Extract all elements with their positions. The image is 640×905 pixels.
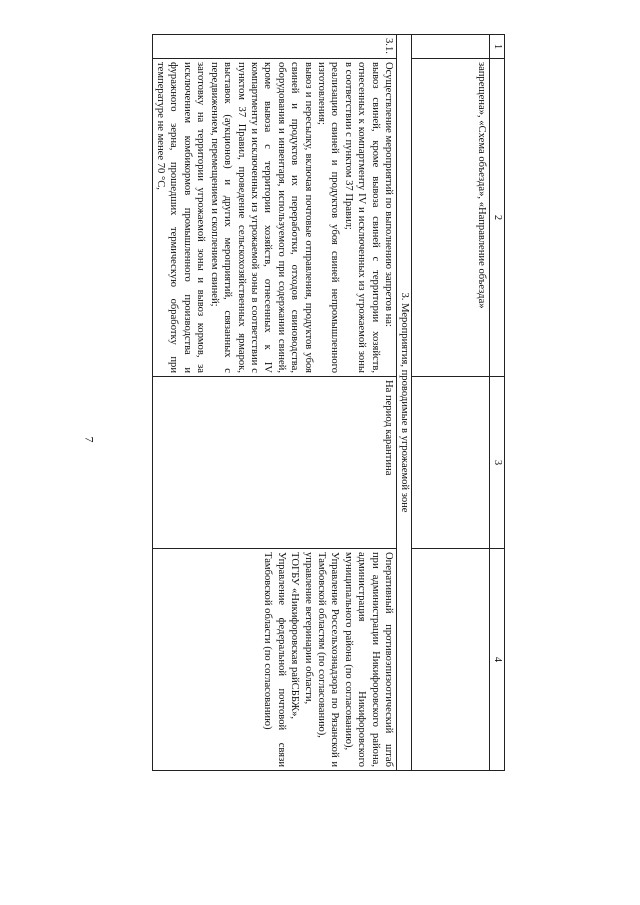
measure-line: Осуществление мероприятий по выполнению запретов на: (383, 62, 394, 327)
measure-line: вывоз свиней, кроме вывоза свиней с территории хозяйств, отнесенных к компартменту IV и исключенных из угрожаемой зоны в соответствии с пунктом 37 Правил; (342, 62, 381, 373)
responsible-text (152, 549, 396, 771)
responsible-line: Управление Россельхознадзора по Рязанской и Тамбовской областям (по согласованию), (315, 552, 341, 767)
section-row (397, 35, 412, 771)
measure-line: заготовку на территории угрожаемой зоны и вывоз кормов, за исключением комбикормов промышленного производства и фуражного зерна, прошедших термическую обработку при температуре не менее 70 °С, (155, 62, 207, 373)
table-row (152, 35, 396, 771)
continuation-cell-4 (412, 549, 490, 771)
continuation-row (412, 35, 490, 771)
measure-line: вывоз и пересылку, включая почтовые отправления, продуктов убоя свиней и продуктов их переработки, отходов свиноводства, оборудования и инвентаря, используемого при содержании свиней, кроме вывоза с территории хозяйств, отнесенных к IV компартменту и исключенных из угрожаемой зоны в соответствии с пунктом 37 Правил, проведение сельскохозяйственных ярмарок, выставок (аукционов) и других мероприятий, связанных с передвижением, перемещением и скоплением свиней; (208, 62, 314, 373)
header-col-3: 3 (490, 377, 505, 549)
header-col-4: 4 (490, 549, 505, 771)
section-title: 3. Мероприятия, проводимые в угрожаемой зоне (397, 35, 412, 771)
period-text: На период карантина (152, 377, 396, 549)
continuation-cell-3 (412, 377, 490, 549)
table-header-row (490, 35, 505, 771)
responsible-line: Оперативный противоэпизоотический штаб при администрации Никифоровского района, администрация Никифоровского муниципального района (по согласованию), (342, 552, 394, 767)
header-col-1: 1 (490, 35, 505, 59)
measures-table (152, 34, 505, 771)
measures-text (152, 59, 396, 377)
continuation-text: запрещена», «Схема объезда», «Направление объезда» (412, 59, 490, 377)
rotated-table-page (132, 34, 505, 770)
continuation-cell-1 (412, 35, 490, 59)
page-number: 7 (82, 436, 97, 443)
header-col-2: 2 (490, 59, 505, 377)
responsible-line: Управление федеральной почтовой связи Тамбовской области (по согласованию) (262, 552, 287, 767)
responsible-line: управление ветеринарии области, (302, 552, 314, 705)
measure-line: реализацию свиней и продуктов убоя свиней непромышленного изготовления; (315, 62, 341, 373)
row-number: 3.1. (152, 35, 396, 59)
responsible-line: ТОГБУ «Никифоровская райСББЖ», (289, 552, 301, 720)
